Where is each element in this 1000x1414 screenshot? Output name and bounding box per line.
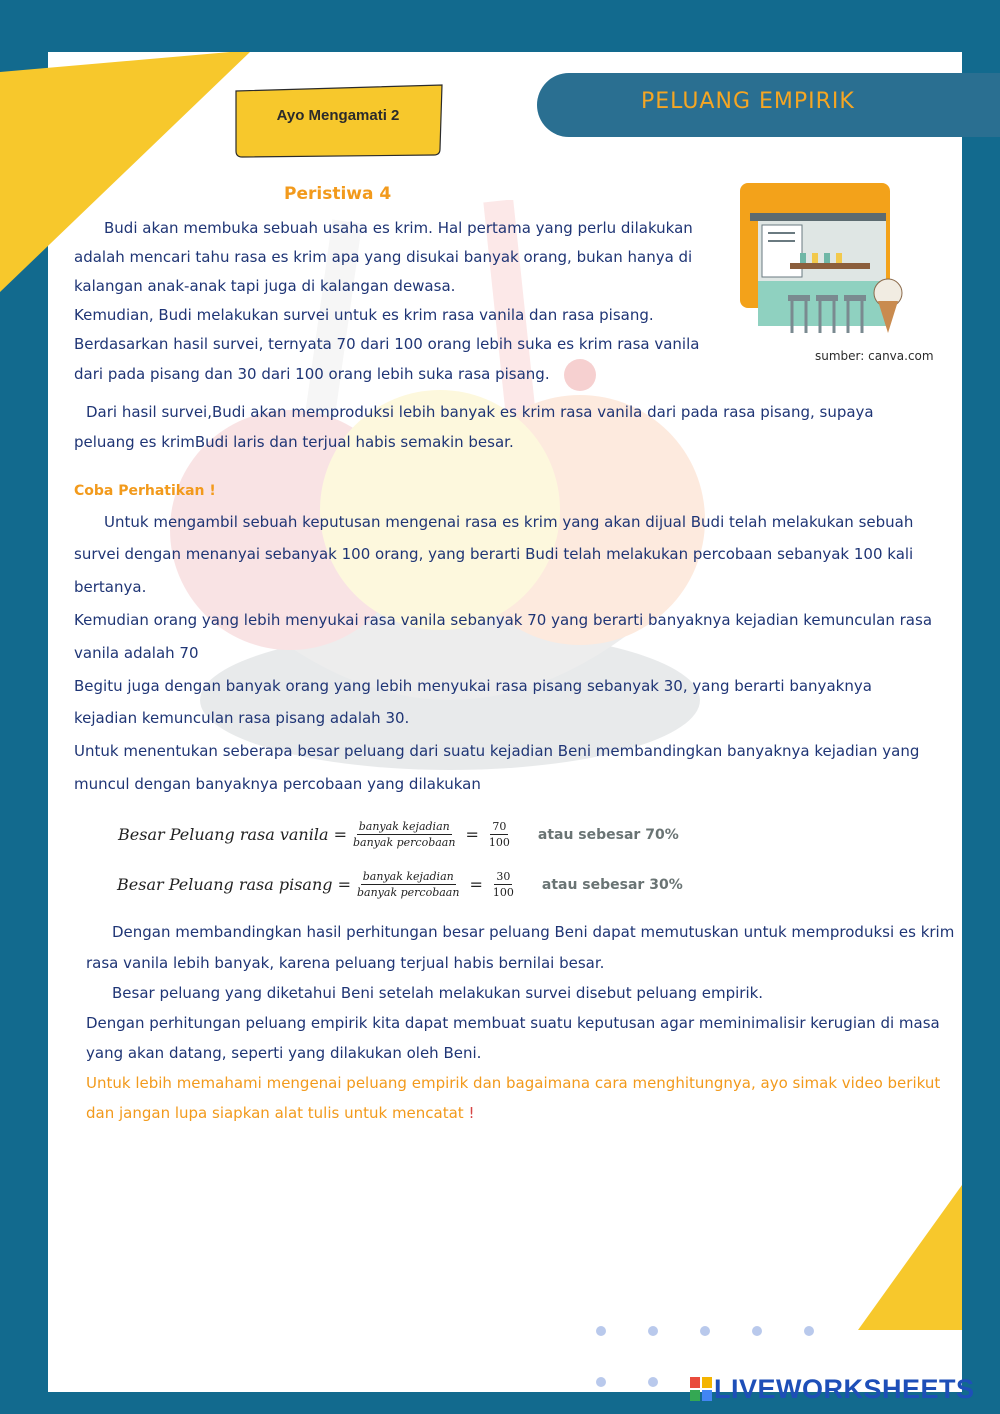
formula-label: Besar Peluang rasa pisang = — [117, 875, 351, 894]
note-heading: Coba Perhatikan ! — [74, 483, 216, 499]
note-line: Untuk mengambil sebuah keputusan mengenai rasa es krim yang akan dijual Budi telah melakukan sebuah — [104, 513, 914, 531]
intro-line: adalah mencari tahu rasa es krim apa yang disukai banyak orang, bukan hanya di — [74, 248, 693, 266]
note-line: survei dengan menanyai sebanyak 100 orang, yang berarti Budi telah melakukan percobaan sebanyak 100 kali — [74, 545, 914, 563]
note-line: muncul dengan banyaknya percobaan yang dilakukan — [74, 775, 481, 793]
formula-result: atau sebesar 70% — [537, 826, 679, 843]
conclusion-line: yang akan datang, seperti yang dilakukan oleh Beni. — [86, 1044, 482, 1062]
value-fraction — [491, 870, 516, 899]
note-line: Kemudian orang yang lebih menyukai rasa vanila sebanyak 70 yang berarti banyaknya kejadian kemunculan rasa — [74, 611, 933, 629]
conclusion-line: Dengan perhitungan peluang empirik kita dapat membuat suatu keputusan agar meminimalisir kerugian di masa — [86, 1014, 940, 1032]
value-denominator: 100 — [492, 886, 514, 899]
liveworksheets-logo-icon — [690, 1377, 712, 1401]
result-line: Dari hasil survei,Budi akan memproduksi lebih banyak es krim rasa vanila dari pada rasa pisang, supaya — [86, 403, 874, 421]
note-line: Untuk menentukan seberapa besar peluang dari suatu kejadian Beni membandingkan banyaknya kejadian yang — [74, 742, 920, 760]
badge-label: Ayo Mengamati 2 — [276, 107, 400, 124]
decorative-dot — [700, 1326, 710, 1336]
intro-line: Kemudian, Budi melakukan survei untuk es krim rasa vanila dan rasa pisang. — [74, 306, 654, 324]
decorative-dot — [596, 1377, 606, 1387]
corner-triangle-bottom-right — [850, 1185, 962, 1330]
cta-line — [86, 1104, 475, 1122]
watermark-text: LIVEWORKSHEETS — [714, 1373, 975, 1404]
formula-fraction — [355, 870, 461, 899]
result-line: peluang es krimBudi laris dan terjual habis semakin besar. — [74, 433, 514, 451]
decorative-dot — [648, 1326, 658, 1336]
formula-pisang — [117, 870, 683, 899]
value-denominator: 100 — [488, 836, 510, 849]
intro-line: Budi akan membuka sebuah usaha es krim. Hal pertama yang perlu dilakukan — [104, 219, 693, 237]
intro-line: Berdasarkan hasil survei, ternyata 70 dari 100 orang lebih suka es krim rasa vanila — [74, 335, 700, 353]
value-numerator: 30 — [496, 870, 511, 883]
section-heading: Peristiwa 4 — [284, 184, 392, 204]
fraction-numerator: banyak kejadian — [362, 870, 454, 883]
conclusion-line: Dengan membandingkan hasil perhitungan besar peluang Beni dapat memutuskan untuk memproduksi es krim — [112, 923, 955, 941]
cta-text: dan jangan lupa siapkan alat tulis untuk mencatat — [86, 1104, 464, 1122]
liveworksheets-watermark — [690, 1374, 975, 1404]
note-line: bertanya. — [74, 578, 147, 596]
formula-vanila — [118, 820, 679, 849]
fraction-denominator: banyak percobaan — [357, 886, 460, 899]
decorative-dot — [752, 1326, 762, 1336]
note-line: Begitu juga dengan banyak orang yang lebih menyukai rasa pisang sebanyak 30, yang berarti banyaknya — [74, 677, 872, 695]
value-fraction — [487, 820, 512, 849]
equals-sign: = — [469, 875, 483, 894]
equals-sign: = — [465, 825, 479, 844]
fraction-numerator: banyak kejadian — [358, 820, 450, 833]
decorative-dot — [648, 1377, 658, 1387]
value-numerator: 70 — [492, 820, 507, 833]
ice-cream-shop-image — [740, 183, 910, 343]
note-line: kejadian kemunculan rasa pisang adalah 30. — [74, 709, 410, 727]
decorative-dot — [804, 1326, 814, 1336]
formula-fraction — [351, 820, 457, 849]
conclusion-line: Besar peluang yang diketahui Beni setelah melakukan survei disebut peluang empirik. — [112, 984, 764, 1002]
fraction-denominator: banyak percobaan — [353, 836, 456, 849]
conclusion-line: rasa vanila lebih banyak, karena peluang terjual habis bernilai besar. — [86, 954, 605, 972]
intro-line: kalangan anak-anak tapi juga di kalangan dewasa. — [74, 277, 456, 295]
cta-line: Untuk lebih memahami mengenai peluang empirik dan bagaimana cara menghitungnya, ayo simak video berikut — [86, 1074, 941, 1092]
decorative-dot — [596, 1326, 606, 1336]
title-bar — [537, 73, 1000, 137]
formula-result: atau sebesar 30% — [541, 876, 683, 893]
note-line: vanila adalah 70 — [74, 644, 199, 662]
cta-exclamation: ! — [468, 1104, 475, 1122]
intro-line: dari pada pisang dan 30 dari 100 orang lebih suka rasa pisang. — [74, 365, 550, 383]
formula-label: Besar Peluang rasa vanila = — [118, 825, 347, 844]
image-caption: sumber: canva.com — [815, 349, 934, 363]
section-badge — [228, 83, 448, 159]
page-title: PELUANG EMPIRIK — [641, 89, 855, 114]
